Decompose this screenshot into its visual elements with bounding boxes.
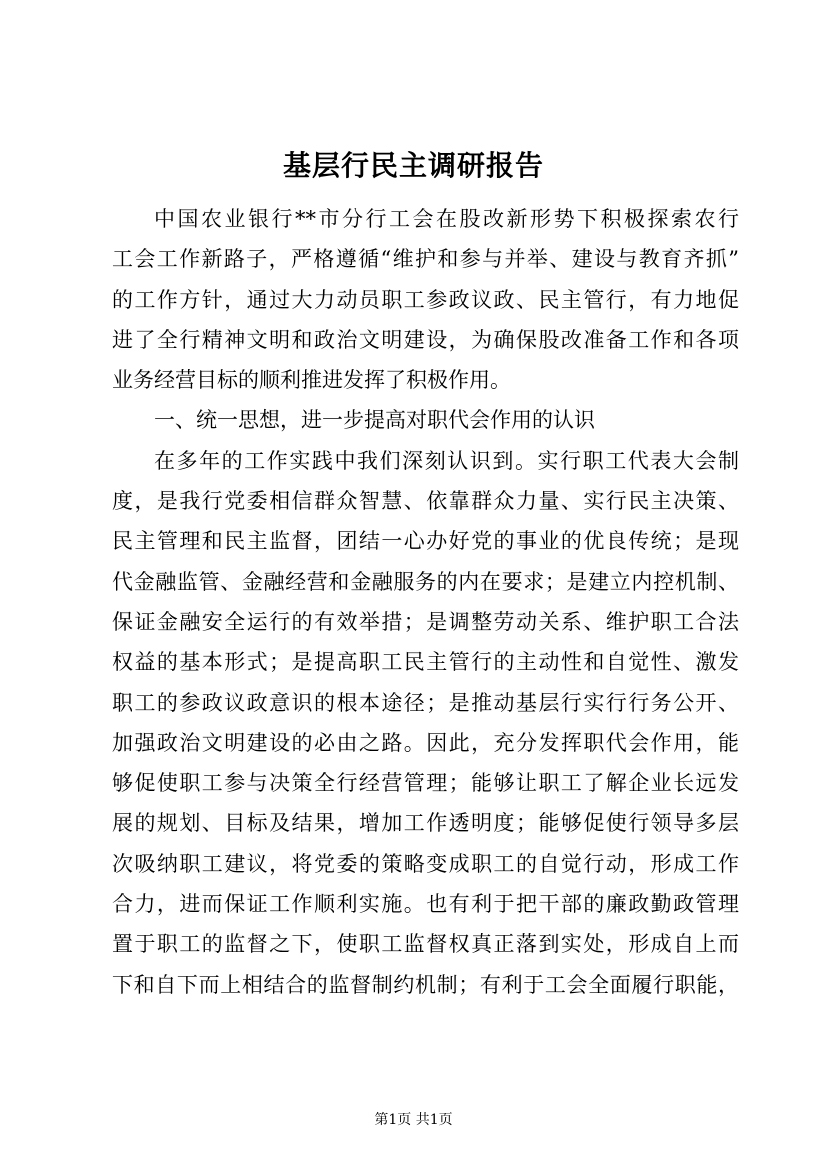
text-line: 度，是我行党委相信群众智慧、依靠群众力量、实行民主决策、: [112, 489, 739, 514]
text-line: 业务经营目标的顺利推进发挥了积极作用。: [112, 368, 511, 393]
paragraph-1: [112, 199, 739, 400]
text-line: 加强政治文明建设的必由之路。因此，充分发挥职代会作用，能: [112, 730, 739, 755]
text-line: 职工的参政议政意识的根本途径；是推动基层行实行行务公开、: [112, 690, 739, 715]
text-line: 的工作方针，通过大力动员职工参政议政、民主管行，有力地促: [112, 287, 739, 312]
text-line: 下和自下而上相结合的监督制约机制；有利于工会全面履行职能，: [112, 972, 739, 997]
text-line: 置于职工的监督之下，使职工监督权真正落到实处，形成自上而: [112, 932, 739, 957]
text-line: 展的规划、目标及结果，增加工作透明度；能够促使行领导多层: [112, 811, 739, 836]
page-footer: 第1页 共1页: [374, 1112, 453, 1128]
text-line: 中国农业银行**市分行工会在股改新形势下积极探索农行: [154, 207, 739, 231]
text-line: 够促使职工参与决策全行经营管理；能够让职工了解企业长远发: [112, 771, 739, 796]
text-line: 在多年的工作实践中我们深刻认识到。实行职工代表大会制: [154, 448, 739, 473]
document-body: [112, 199, 739, 1005]
text-line: 代金融监管、金融经营和金融服务的内在要求；是建立内控机制、: [112, 569, 739, 594]
text-line: 权益的基本形式；是提高职工民主管行的主动性和自觉性、激发: [112, 650, 739, 675]
text-line: 合力，进而保证工作顺利实施。也有利于把干部的廉政勤政管理: [112, 892, 739, 917]
text-line: 民主管理和民主监督，团结一心办好党的事业的优良传统；是现: [112, 529, 739, 554]
section-heading: 一、统一思想，进一步提高对职代会作用的认识: [154, 408, 595, 433]
text-line: 保证金融安全运行的有效举措；是调整劳动关系、维护职工合法: [112, 609, 739, 634]
text-line: 次吸纳职工建议，将党委的策略变成职工的自觉行动，形成工作: [112, 851, 739, 876]
text-line: 进了全行精神文明和政治文明建设，为确保股改准备工作和各项: [112, 327, 739, 352]
document-title: 基层行民主调研报告: [282, 149, 544, 182]
paragraph-2: [112, 441, 739, 1005]
text-line: 工会工作新路子，严格遵循“维护和参与并举、建设与教育齐抓”: [112, 247, 739, 272]
